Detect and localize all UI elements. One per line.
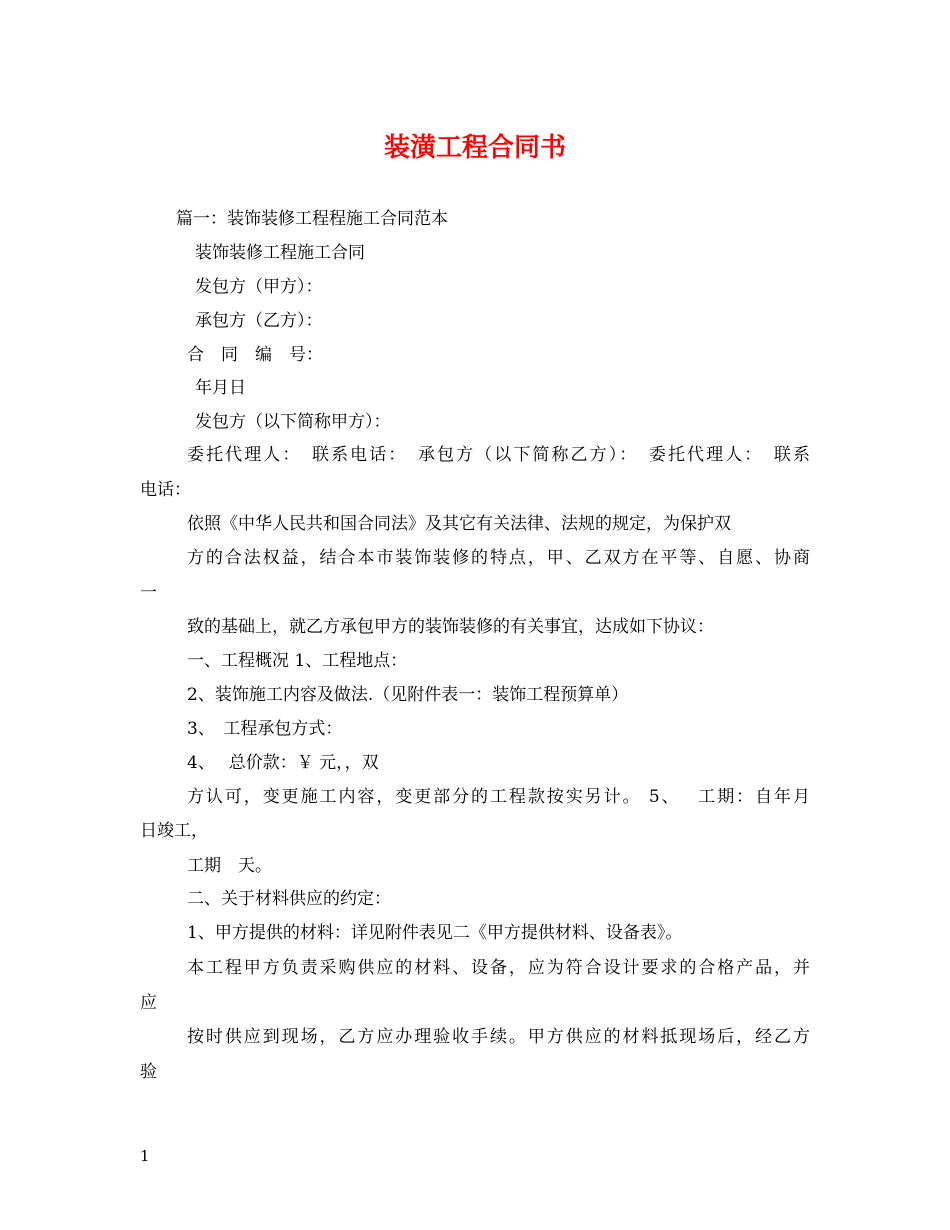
text-line: 1、甲方提供的材料：详见附件表见二《甲方提供材料、设备表》。 bbox=[187, 923, 683, 943]
text-line: 一、工程概况 1、工程地点： bbox=[187, 651, 408, 671]
text-line: 本工程甲方负责采购供应的材料、设备，应为符合设计要求的合格产品，并 bbox=[187, 958, 810, 978]
text-line: 年月日 bbox=[195, 378, 246, 398]
text-line: 承包方（乙方）： bbox=[195, 311, 323, 331]
page-number: 1 bbox=[140, 1147, 150, 1165]
text-line: 篇一：装饰装修工程程施工合同范本 bbox=[176, 209, 448, 229]
text-line: 3、 工程承包方式： bbox=[187, 719, 343, 739]
text-line: 日竣工， bbox=[140, 821, 208, 841]
text-line: 发包方（以下简称甲方）： bbox=[195, 412, 391, 432]
text-line: 二、关于材料供应的约定： bbox=[187, 889, 391, 909]
text-line: 4、 总价款：￥ 元，，双 bbox=[187, 753, 379, 773]
text-line: 致的基础上，就乙方承包甲方的装饰装修的有关事宜，达成如下协议： bbox=[187, 617, 714, 637]
text-line: 依照《中华人民共和国合同法》及其它有关法律、法规的规定，为保护双 bbox=[187, 514, 731, 534]
document-title: 装潢工程合同书 bbox=[383, 133, 566, 163]
text-line: 一 bbox=[140, 583, 157, 603]
text-line: 电话： bbox=[140, 480, 191, 500]
text-line: 方认可，变更施工内容，变更部分的工程款按实另计。 5、 工期：自年月 bbox=[187, 787, 810, 807]
text-line: 委托代理人： 联系电话： 承包方（以下简称乙方）： 委托代理人： 联系 bbox=[187, 445, 810, 465]
text-line: 装饰装修工程施工合同 bbox=[195, 243, 365, 263]
text-line: 方的合法权益，结合本市装饰装修的特点，甲、乙双方在平等、自愿、协商 bbox=[187, 548, 810, 568]
text-line: 验 bbox=[140, 1062, 157, 1082]
text-line: 按时供应到现场，乙方应办理验收手续。甲方供应的材料抵现场后，经乙方 bbox=[187, 1027, 810, 1047]
text-line: 2、装饰施工内容及做法.（见附件表一：装饰工程预算单） bbox=[187, 685, 629, 705]
text-line: 发包方（甲方）： bbox=[195, 277, 323, 297]
text-line: 合 同 编 号： bbox=[187, 345, 323, 365]
text-line: 工期 天。 bbox=[187, 856, 272, 876]
text-line: 应 bbox=[140, 993, 157, 1013]
